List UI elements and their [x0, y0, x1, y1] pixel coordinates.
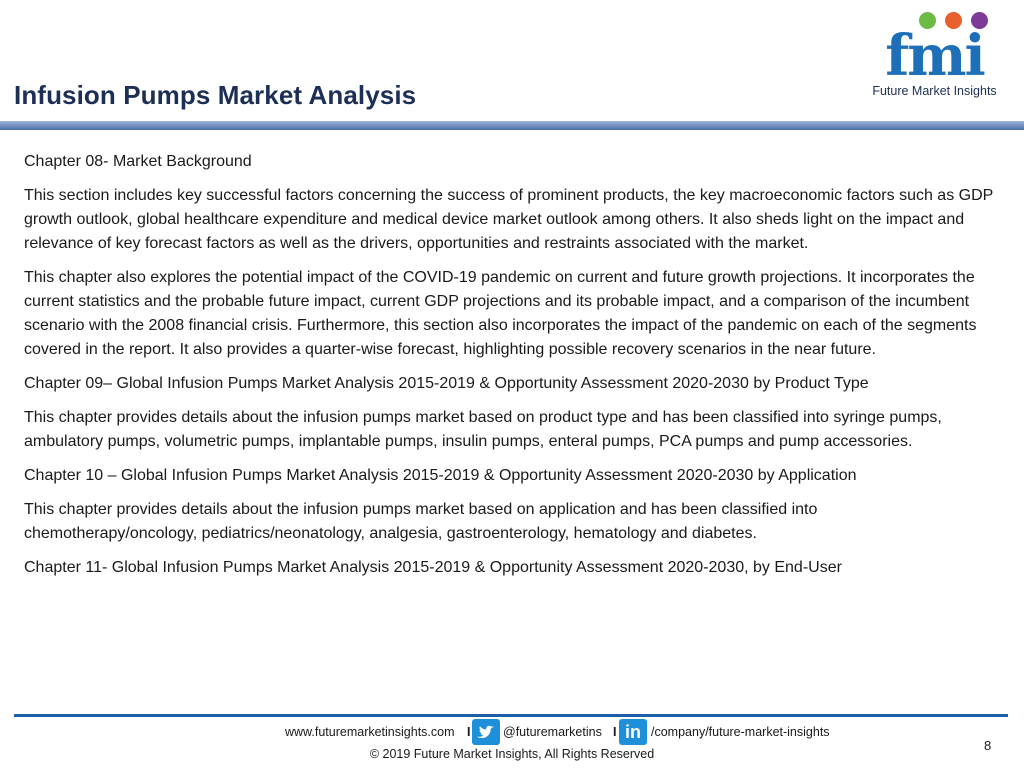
fmi-logo: [862, 12, 1012, 102]
linkedin-link[interactable]: /company/future-market-insights: [651, 725, 830, 739]
footer-rule: [14, 714, 1008, 717]
linkedin-icon[interactable]: in: [619, 719, 647, 745]
footer-separator: I: [467, 725, 471, 739]
page-title: Infusion Pumps Market Analysis: [14, 80, 417, 110]
twitter-icon[interactable]: [472, 719, 500, 745]
website-link[interactable]: www.futuremarketinsights.com: [285, 725, 455, 739]
chapter-heading: Chapter 09– Global Infusion Pumps Market Analysis 2015-2019 & Opportunity Assessment 2020-2030 by Product Type: [24, 375, 869, 392]
twitter-handle-link[interactable]: @futuremarketins: [503, 725, 602, 739]
page-number: 8: [984, 738, 992, 753]
body-paragraph: This chapter provides details about the infusion pumps market based on product type and has been classified into syringe pumps, ambulatory pumps, volumetric pumps, implantable pumps, insulin pumps, enteral pumps, PCA pumps and pump accessories.: [24, 409, 942, 450]
chapter-heading: Chapter 11- Global Infusion Pumps Market Analysis 2015-2019 & Opportunity Assessment 2020-2030, by End-User: [24, 559, 842, 576]
logo-tagline: Future Market Insights: [872, 84, 997, 98]
body-paragraph: This chapter also explores the potential impact of the COVID-19 pandemic on current and future growth projections. It incorporates the current statistics and the probable future impact, current GDP projections and its probable impact, and a comparison of the incumbent scenario with the 2008 financial crisis. Furthermore, this section also incorporates the impact of the pandemic on each of the segments covered in the report. It also provides a quarter-wise forecast, highlighting possible recovery scenarios in the near future.: [24, 269, 977, 358]
content-body: [24, 150, 994, 590]
logo-wordmark: fmi: [885, 23, 984, 89]
body-paragraph: This section includes key successful factors concerning the success of prominent products, the key macroeconomic factors such as GDP growth outlook, global healthcare expenditure and medical device market outlook among others. It also sheds light on the impact and relevance of key forecast factors as well as the drivers, opportunities and restraints associated with the market.: [24, 187, 994, 252]
copyright-text: © 2019 Future Market Insights, All Rights Reserved: [369, 747, 655, 761]
header-divider-bar: [0, 121, 1024, 130]
chapter-heading: Chapter 10 – Global Infusion Pumps Market Analysis 2015-2019 & Opportunity Assessment 2020-2030 by Application: [24, 467, 857, 484]
body-paragraph: This chapter provides details about the infusion pumps market based on application and has been classified into chemotherapy/oncology, pediatrics/neonatology, analgesia, gastroenterology, hematology and diabetes.: [24, 501, 818, 542]
footer-separator: I: [613, 725, 617, 739]
chapter-heading: Chapter 08- Market Background: [24, 153, 252, 170]
footer-links: [0, 722, 1024, 744]
